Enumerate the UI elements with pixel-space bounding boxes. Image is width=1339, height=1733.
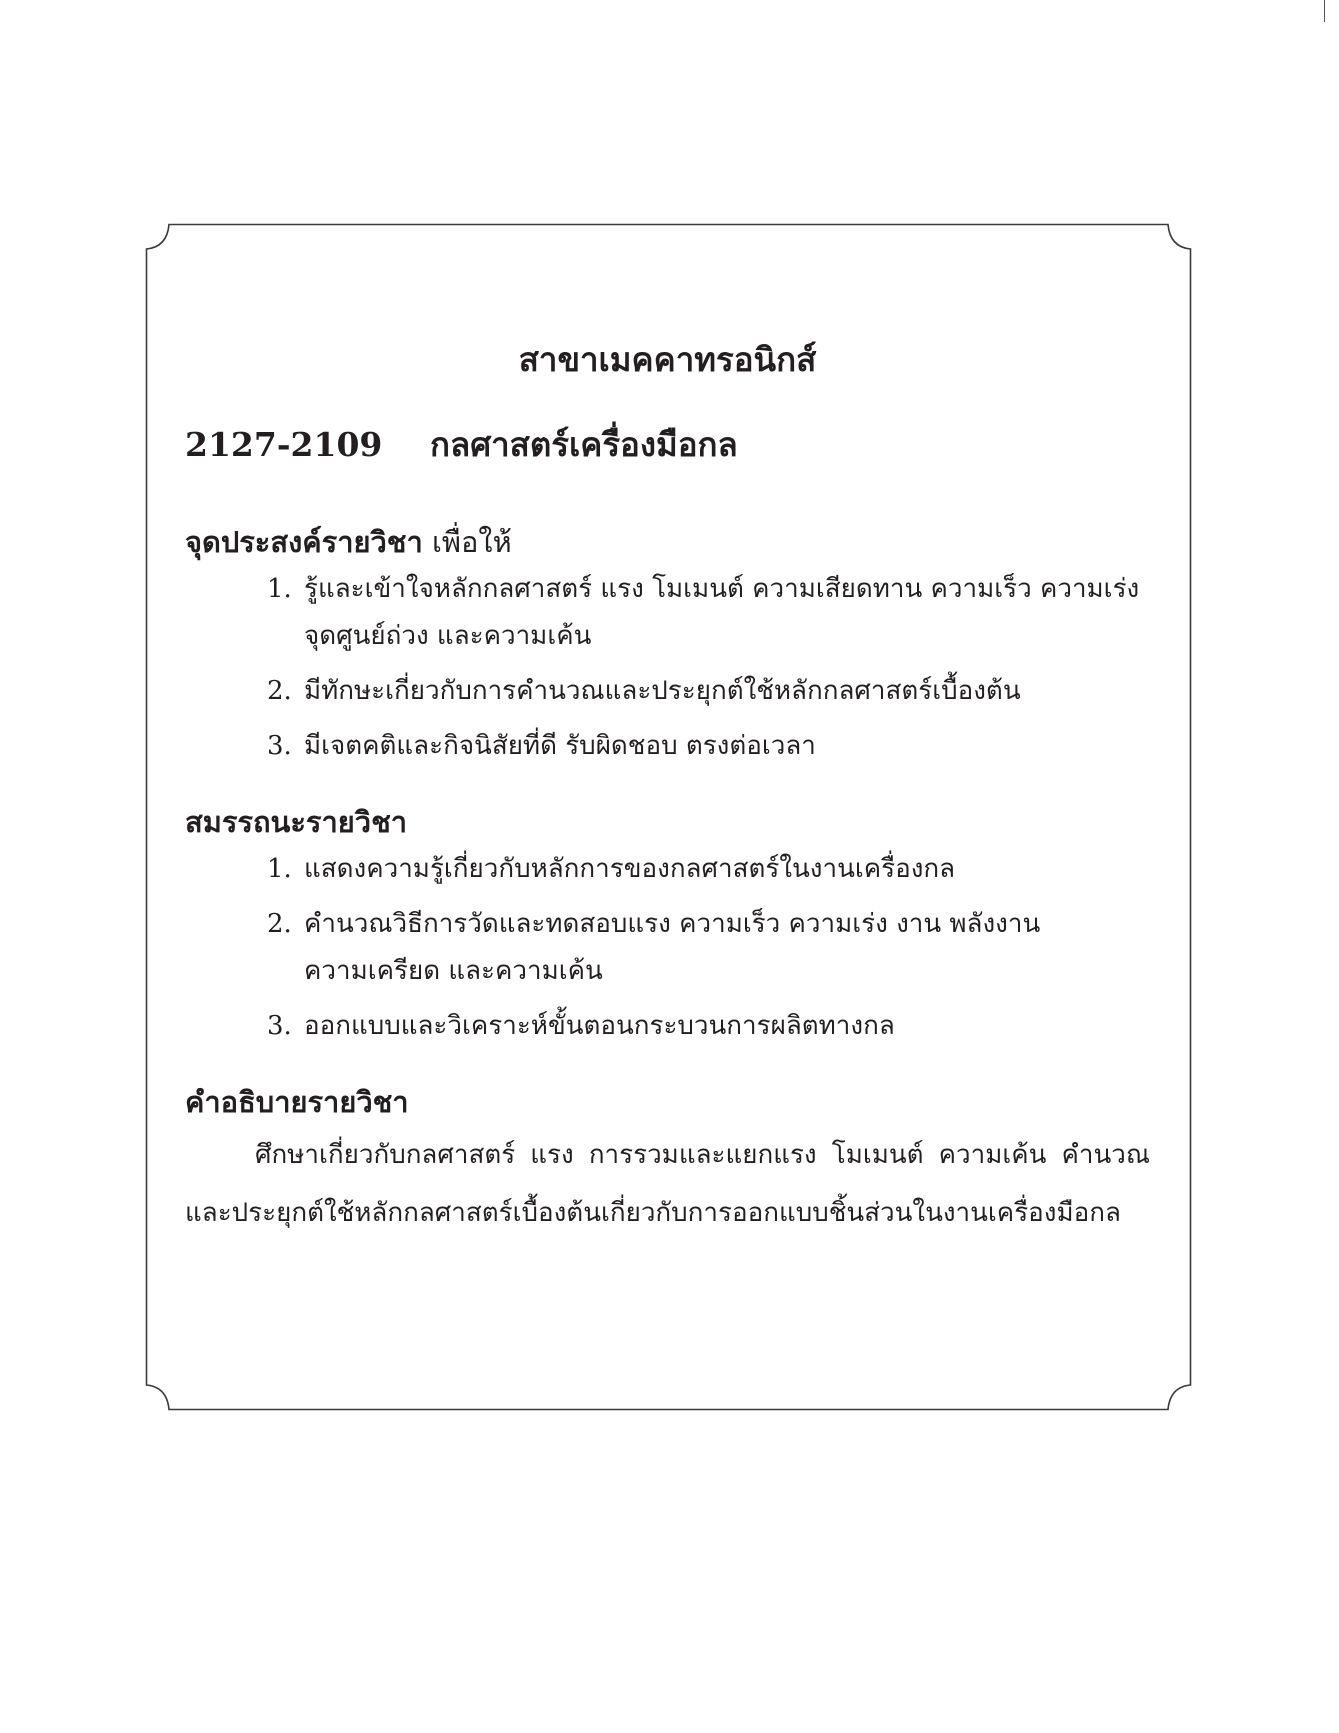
item-number: 3. (267, 1011, 292, 1041)
list-item (185, 846, 1150, 893)
list-item (185, 723, 1150, 770)
list-item (185, 1003, 1150, 1050)
item-text: รู้และเข้าใจหลักกลศาสตร์ แรง โมเมนต์ ความเสียดทาน ความเร็ว ความเร่ง จุดศูนย์ถ่วง และความเค้น (304, 574, 1140, 651)
course-header (185, 420, 1150, 470)
list-item (185, 668, 1150, 715)
page-edge-mark (1324, 0, 1325, 22)
objectives-heading (185, 518, 1150, 566)
description-heading-label: คำอธิบายรายวิชา (185, 1085, 409, 1119)
competencies-heading-label: สมรรถนะรายวิชา (185, 805, 408, 839)
competencies-list (185, 846, 1150, 1050)
item-text: แสดงความรู้เกี่ยวกับหลักการของกลศาสตร์ในงานเครื่องกล (304, 854, 956, 884)
program-title: สาขาเมคคาทรอนิกส์ (518, 340, 817, 379)
description-heading (185, 1078, 1150, 1126)
description-text: ศึกษาเกี่ยวกับกลศาสตร์ แรง การรวมและแยกแรง โมเมนต์ ความเค้น คำนวณและประยุกต์ใช้หลักกลศาสตร์เบื้องต้นเกี่ยวกับการออกแบบชิ้นส่วนในงานเครื่องมือกล (185, 1140, 1150, 1228)
item-text: มีทักษะเกี่ยวกับการคำนวณและประยุกต์ใช้หลักกลศาสตร์เบื้องต้น (304, 676, 1021, 706)
objectives-list (185, 566, 1150, 770)
item-number: 2. (267, 909, 292, 939)
course-code: 2127-2109 (185, 425, 383, 464)
course-content (185, 335, 1150, 1242)
item-number: 1. (267, 854, 292, 884)
competencies-heading (185, 798, 1150, 846)
item-text: คำนวณวิธีการวัดและทดสอบแรง ความเร็ว ความเร่ง งาน พลังงาน ความเครียด และความเค้น (304, 909, 1041, 986)
list-item (185, 901, 1150, 995)
item-number: 3. (267, 731, 292, 761)
item-text: มีเจตคติและกิจนิสัยที่ดี รับผิดชอบ ตรงต่อเวลา (304, 731, 816, 761)
item-number: 1. (267, 574, 292, 604)
item-number: 2. (267, 676, 292, 706)
item-text: ออกแบบและวิเคราะห์ขั้นตอนกระบวนการผลิตทางกล (304, 1011, 895, 1041)
list-item (185, 566, 1150, 660)
objectives-heading-label: จุดประสงค์รายวิชา (185, 525, 423, 559)
course-name: กลศาสตร์เครื่องมือกล (430, 425, 738, 464)
objectives-heading-suffix: เพื่อให้ (431, 525, 512, 559)
